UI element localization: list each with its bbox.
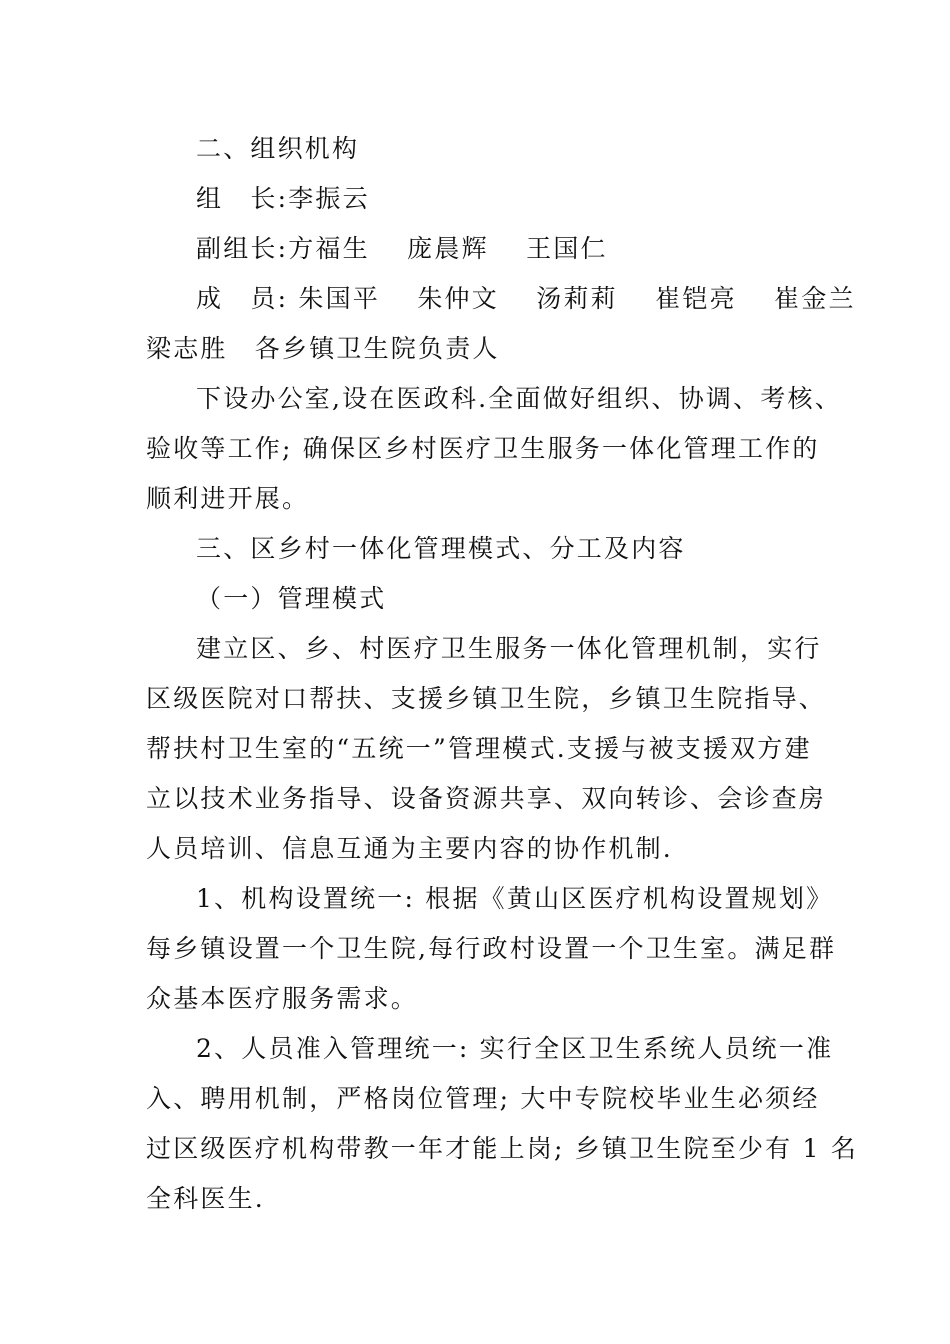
management-paragraph-line-2: 区级医院对口帮扶、支援乡镇卫生院，乡镇卫生院指导、 bbox=[146, 684, 827, 713]
members-line-2: 梁志胜 各乡镇卫生院负责人 bbox=[146, 334, 500, 363]
management-paragraph-line-5: 人员培训、信息互通为主要内容的协作机制. bbox=[146, 834, 673, 863]
office-paragraph-line-3: 顺利进开展。 bbox=[146, 484, 310, 513]
item-1-line-1: 1、机构设置统一: 根据《黄山区医疗机构设置规划》 bbox=[196, 884, 834, 913]
deputy-leader-line: 副组长:方福生 庞晨辉 王国仁 bbox=[196, 234, 608, 263]
subsection-1-heading: （一）管理模式 bbox=[196, 584, 387, 613]
item-2-line-4: 全科医生. bbox=[146, 1184, 265, 1213]
section-3-heading: 三、区乡村一体化管理模式、分工及内容 bbox=[196, 534, 686, 563]
leader-line: 组 长:李振云 bbox=[196, 184, 370, 213]
item-2-line-1: 2、人员准入管理统一: 实行全区卫生系统人员统一准 bbox=[196, 1034, 834, 1063]
management-paragraph-line-1: 建立区、乡、村医疗卫生服务一体化管理机制，实行 bbox=[196, 634, 822, 663]
item-2-line-3: 过区级医疗机构带教一年才能上岗; 乡镇卫生院至少有 1 名 bbox=[146, 1134, 858, 1163]
office-paragraph-line-1: 下设办公室,设在医政科.全面做好组织、协调、考核、 bbox=[196, 384, 842, 413]
section-2-heading: 二、组织机构 bbox=[196, 134, 360, 163]
item-2-line-2: 入、聘用机制，严格岗位管理; 大中专院校毕业生必须经 bbox=[146, 1084, 820, 1113]
item-1-line-2: 每乡镇设置一个卫生院,每行政村设置一个卫生室。满足群 bbox=[146, 934, 837, 963]
members-line-1: 成 员: 朱国平 朱仲文 汤莉莉 崔铠亮 崔金兰 bbox=[196, 284, 856, 313]
management-paragraph-line-3: 帮扶村卫生室的“五统一”管理模式.支援与被支援双方建 bbox=[146, 734, 812, 763]
management-paragraph-line-4: 立以技术业务指导、设备资源共享、双向转诊、会诊查房 bbox=[146, 784, 827, 813]
office-paragraph-line-2: 验收等工作; 确保区乡村医疗卫生服务一体化管理工作的 bbox=[146, 434, 820, 463]
item-1-line-3: 众基本医疗服务需求。 bbox=[146, 984, 419, 1013]
